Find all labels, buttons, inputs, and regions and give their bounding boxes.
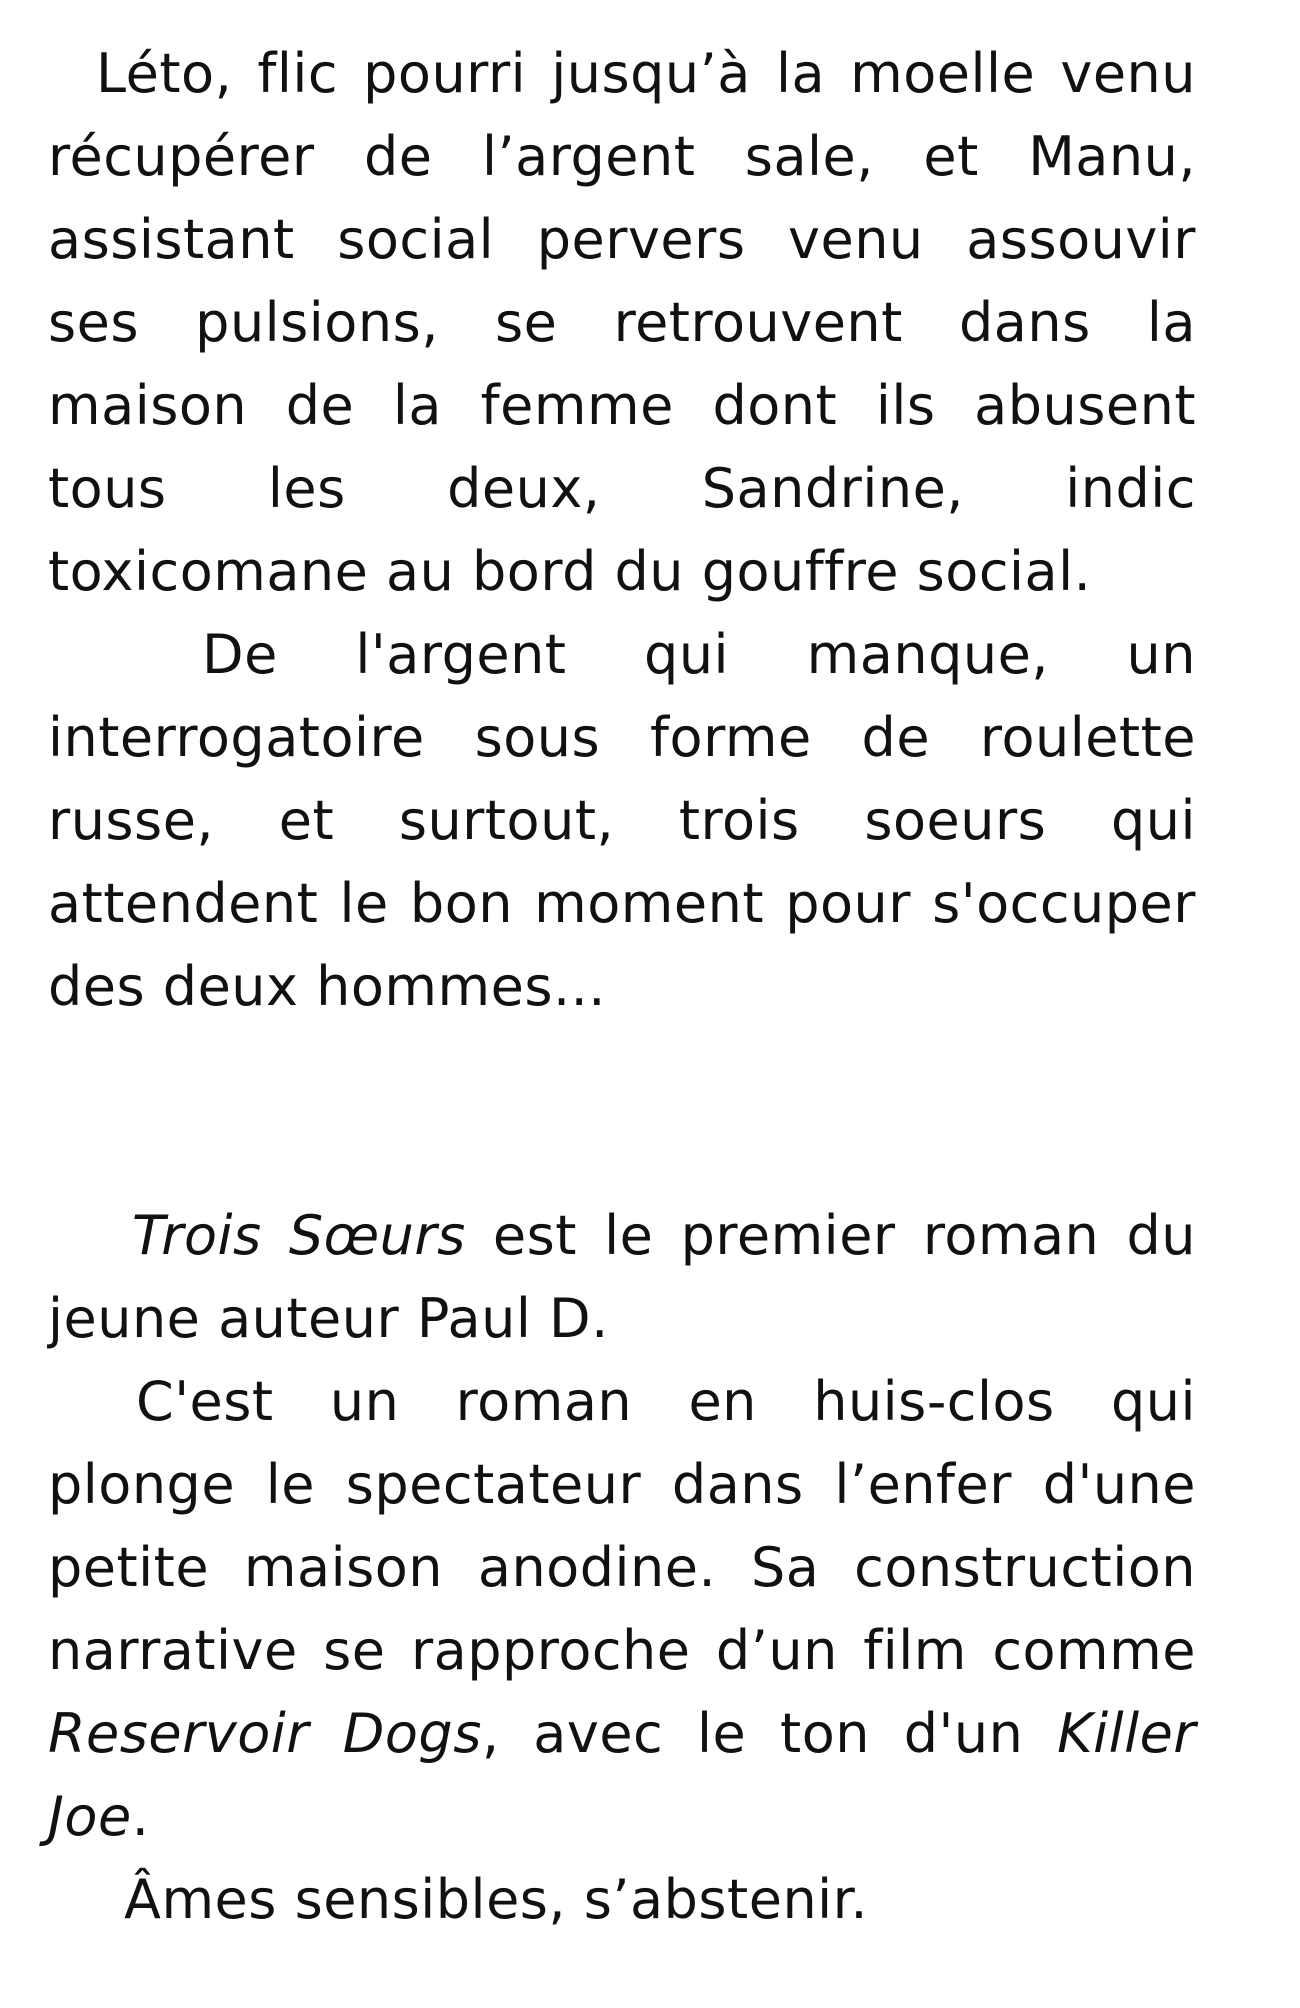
synopsis-paragraph-1: Léto, flic pourri jusqu’à la moelle venu récupérer de l’argent sale, et Manu, assistant social pervers venu assouvir ses pulsions, se retrouvent dans la maison de la femme dont ils abusent tous les deux, Sandrine, indic toxicomane au bord du gouffre social. xyxy=(48,42,1196,603)
warning-line: Âmes sensibles, s’abstenir. xyxy=(124,1868,869,1931)
synopsis-paragraph-2: De l'argent qui manque, un interrogatoire sous forme de roulette russe, et surtout, trois soeurs qui attendent le bon moment pour s'occuper des deux hommes... xyxy=(48,623,1196,1018)
presentation-paragraph-1 xyxy=(48,1194,1196,1360)
presentation-paragraph-2-text-a: C'est un roman en huis-clos qui plonge le spectateur dans l’enfer d'une petite maison anodine. Sa construction narrative se rapproche d’un film comme xyxy=(48,1370,1196,1682)
back-cover-text xyxy=(48,0,1196,1941)
presentation-paragraph-2-text-c: . xyxy=(131,1785,150,1848)
film-title-reservoir-dogs: Reservoir Dogs xyxy=(48,1702,482,1765)
presentation-paragraph-1-text: est le premier roman du jeune auteur Paul D. xyxy=(48,1204,1196,1350)
film-title-killer-joe: Killer Joe xyxy=(48,1702,1196,1848)
presentation-paragraph-2-text-b: , avec le ton d'un xyxy=(481,1702,1058,1765)
presentation-paragraph-2 xyxy=(48,1360,1196,1858)
section-spacer xyxy=(48,1028,1196,1194)
book-title: Trois Sœurs xyxy=(132,1204,466,1267)
